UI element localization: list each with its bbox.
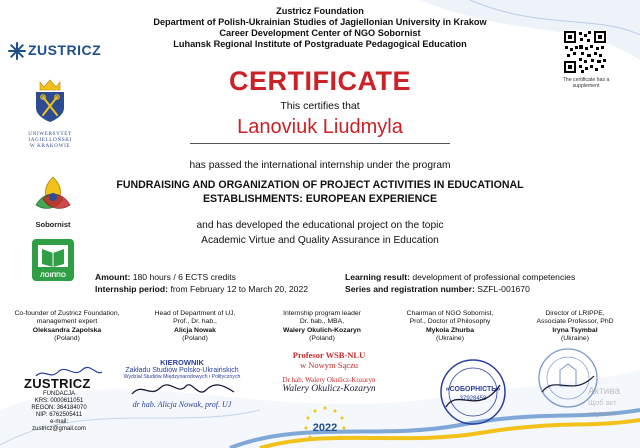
sobornist-logo-label: Sobornist xyxy=(35,220,71,229)
watermark-line: Щоб акт xyxy=(588,398,617,407)
signer xyxy=(8,310,126,344)
signature-text: Walery Okulicz-Kozaryn xyxy=(282,384,376,394)
stamp-line: KIEROWNIK xyxy=(160,358,204,367)
signer xyxy=(262,310,382,344)
watermark-line: Актива xyxy=(588,386,621,397)
developed-text: and has developed the educational project on the topic xyxy=(196,220,444,231)
signer-role: management expert xyxy=(36,318,98,326)
kierownik-stamp xyxy=(112,358,252,409)
qr-code-icon[interactable] xyxy=(563,30,607,74)
signer-role: Prof., Dr. hab., xyxy=(173,318,217,326)
stamp-line: KRS: 0000611051 xyxy=(34,398,84,404)
internship-details xyxy=(95,271,308,295)
zustricz-logo xyxy=(6,40,106,62)
sobornist-logo xyxy=(28,175,78,229)
qr-caption: The certificate has a supplement xyxy=(562,77,610,90)
name-underline xyxy=(190,143,450,144)
stamp-line: e-mail: zustricz@gmail.com xyxy=(32,419,86,432)
period-label: Internship period: xyxy=(95,284,169,294)
signer-country: (Ukraine) xyxy=(561,335,589,343)
result-value: development of professional competencies xyxy=(412,272,576,282)
snowflake-icon xyxy=(8,42,26,60)
signer-name: Oleksandra Zapolska xyxy=(32,326,102,334)
signer-name: Iryna Tsymbal xyxy=(552,326,598,334)
project-topic: Academic Virtue and Quality Assurance in Education xyxy=(201,235,439,246)
signer xyxy=(390,310,510,344)
certificate-title: CERTIFICATE xyxy=(229,66,411,96)
jagiellonian-university-logo xyxy=(18,78,82,150)
signer-role: Co-founder of Zustricz Foundation, xyxy=(14,310,120,317)
watermark-line: ивувати xyxy=(588,409,616,418)
badge-year-text: 2022 xyxy=(312,422,338,434)
signer-role: Internship program leader xyxy=(283,310,361,317)
luhansk-logo-text: ЛОІППО xyxy=(40,272,66,279)
signer-role: Associate Professor, PhD xyxy=(536,318,614,326)
signer-name: Alicja Nowak xyxy=(174,326,216,334)
sobornist-knot-icon xyxy=(33,175,73,213)
amount-value: 180 hours / 6 ECTS credits xyxy=(132,272,236,282)
activation-watermark xyxy=(588,386,620,419)
passed-text: has passed the international internship under the program xyxy=(189,160,451,171)
signer-country: (Poland) xyxy=(54,335,80,343)
certifies-text: This certifies that xyxy=(280,100,360,112)
zustricz-stamp-title: ZUSTRICZ xyxy=(24,376,91,391)
stamp-line: FUNDACJA xyxy=(42,391,75,397)
signer-role: Dr. hab., MBA, xyxy=(299,318,345,326)
period-value: from February 12 to March 20, 2022 xyxy=(170,284,309,294)
luhansk-institute-logo xyxy=(30,237,76,283)
signer-role: Chairman of NGO Sobornist, xyxy=(406,310,494,317)
stamp-line: «СОБОРНІСТЬ» xyxy=(445,386,501,393)
uj-text-line: UNIWERSYTET xyxy=(28,131,72,137)
year-badge-2022 xyxy=(300,405,350,445)
signer-country: (Ukraine) xyxy=(436,335,464,343)
header-line: Luhansk Regional Institute of Postgraduate Pedagogical Education xyxy=(173,39,467,49)
stamp-line: Profesor WSB-NLU xyxy=(292,350,366,360)
signer xyxy=(135,310,255,344)
recipient-name: Lanoviuk Liudmyla xyxy=(237,116,403,138)
signer-name: Walery Okulich-Kozaryn xyxy=(283,326,361,334)
signer-country: (Poland) xyxy=(182,335,208,343)
stamp-line: 37928458 xyxy=(459,396,487,402)
header-line: Department of Polish-Ukrainian Studies of Jagiellonian University in Krakow xyxy=(153,17,487,27)
zustricz-logo-text: ZUSTRICZ xyxy=(28,42,102,58)
zustricz-stamp-details xyxy=(24,391,94,433)
signature-scribble xyxy=(34,366,104,380)
program-title xyxy=(100,178,540,206)
signer-role: Head of Department of UJ, xyxy=(154,310,236,317)
signer-country: (Poland) xyxy=(309,335,335,343)
stamp-handwriting: dr hab. Alicja Nowak, prof. UJ xyxy=(132,400,232,409)
stamp-line: w Nowym Sączu xyxy=(299,360,359,370)
stamp-line: Dr hab. Walery Okulicz-Kozaryn xyxy=(282,376,376,384)
program-title-line: ESTABLISHMENTS: EUROPEAN EXPERIENCE xyxy=(202,193,438,205)
series-value: SZFL-001670 xyxy=(477,284,530,294)
result-details xyxy=(345,271,575,295)
header-organizations xyxy=(100,6,540,50)
stamp-line: NIP: 6762505411 xyxy=(35,412,83,418)
stamp-line: REGON: 364184070 xyxy=(31,405,87,411)
header-line: Zustricz Foundation xyxy=(276,6,364,16)
result-label: Learning result: xyxy=(345,272,410,282)
uj-text-line: W KRAKOWIE xyxy=(29,143,71,150)
series-label: Series and registration number: xyxy=(345,284,475,294)
signer-role: Prof., Doctor of Philosophy xyxy=(409,318,491,326)
uj-text-line: JAGIELLOŃSKI xyxy=(28,137,72,144)
program-title-line: FUNDRAISING AND ORGANIZATION OF PROJECT ACTIVITIES IN EDUCATIONAL xyxy=(116,179,524,191)
stamp-line: Zakładu Studiów Polsko-Ukraińskich xyxy=(125,367,239,374)
signer xyxy=(516,310,634,344)
signer-name: Mykola Zhurba xyxy=(426,326,474,334)
signer-role: Director of LRIPPE, xyxy=(545,310,605,317)
wsb-nlu-stamp xyxy=(270,350,388,394)
university-crest-icon xyxy=(30,78,70,124)
stamp-line: Wydział Studiów Międzynarodowych i Politycznych xyxy=(123,374,241,380)
signature-scribble xyxy=(122,380,242,400)
header-line: Career Development Center of NGO Sobornist xyxy=(219,28,421,38)
sobornist-round-stamp xyxy=(438,357,508,427)
zustricz-stamp xyxy=(24,372,102,432)
amount-label: Amount: xyxy=(95,272,131,282)
